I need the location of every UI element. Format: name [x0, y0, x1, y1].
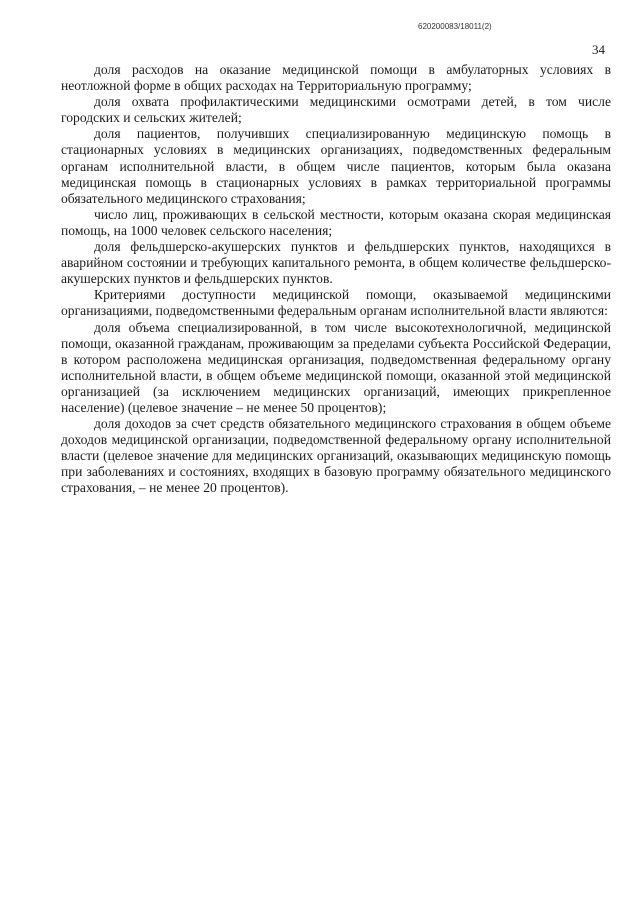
paragraph-paramedic-points-repair: доля фельдшерско-акушерских пунктов и фельдшерских пунктов, находящихся в аварийном состоянии и требующих капитального ремонта, в общем количестве фельдшерско-акушерских пунктов и фельдшерских пунктов. — [61, 239, 611, 287]
paragraph-out-of-region-care-share: доля объема специализированной, в том числе высокотехнологичной, медицинской помощи, оказанной гражданам, проживающим за пределами субъекта Российской Федерации, в котором расположена медицинская организация, подведомственная федеральному органу исполнительной власти, в общем объеме медицинской помощи, оказанной этой медицинской организацией (за исключением медицинских организаций, имеющих прикрепленное население) (целевое значение – не менее 50 процентов); — [61, 319, 611, 415]
document-body — [61, 62, 611, 497]
page-number: 34 — [592, 42, 605, 57]
paragraph-rural-ambulance-rate: число лиц, проживающих в сельской местности, которым оказана скорая медицинская помощь, на 1000 человек сельского населения; — [61, 206, 611, 238]
paragraph-emergency-outpatient-share: доля расходов на оказание медицинской помощи в амбулаторных условиях в неотложной форме в общих расходах на Территориальную программу; — [61, 62, 611, 94]
paragraph-oms-income-share: доля доходов за счет средств обязательного медицинского страхования в общем объеме доходов медицинской организации, подведомственной федеральному органу исполнительной власти (целевое значение для медицинских организаций, оказывающих медицинскую помощь при заболеваниях и состояниях, входящих в базовую программу обязательного медицинского страхования, – не менее 20 процентов). — [61, 416, 611, 496]
paragraph-federal-inpatient-share: доля пациентов, получивших специализированную медицинскую помощь в стационарных условиях в медицинских организациях, подведомственных федеральным органам исполнительной власти, в общем числе пациентов, которым была оказана медицинская помощь в стационарных условиях в рамках территориальной программы обязательного медицинского страхования; — [61, 126, 611, 206]
paragraph-child-checkup-coverage: доля охвата профилактическими медицинскими осмотрами детей, в том числе городских и сельских жителей; — [61, 94, 611, 126]
document-id: 620200083/18011(2) — [418, 22, 492, 31]
paragraph-accessibility-criteria-intro: Критериями доступности медицинской помощи, оказываемой медицинскими организациями, подведомственными федеральным органам исполнительной власти являются: — [61, 287, 611, 319]
